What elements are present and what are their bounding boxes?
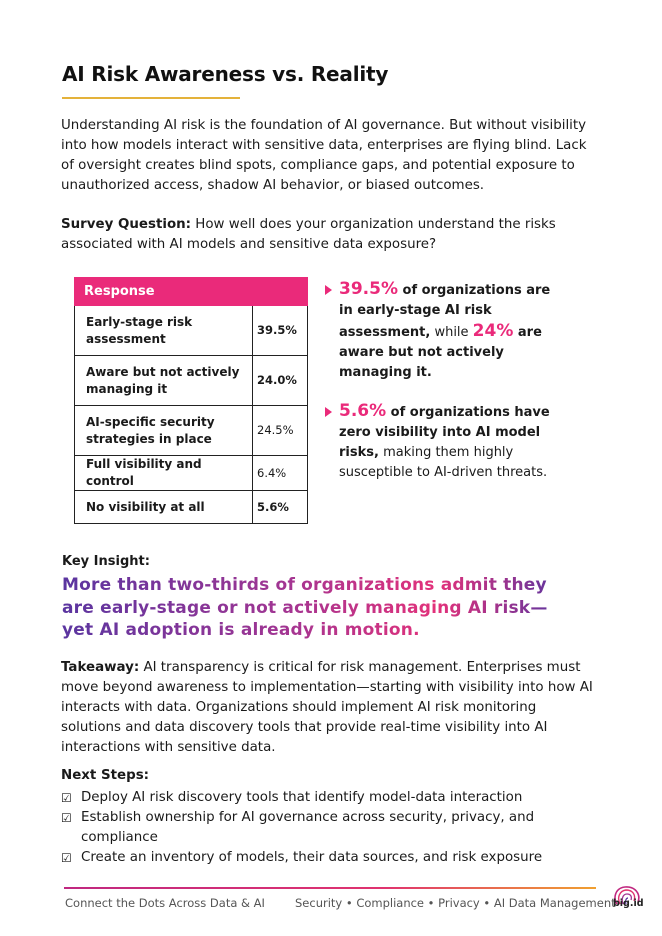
list-item xyxy=(61,848,581,868)
highlight-text: of organizations have zero visibility into AI model risks, xyxy=(339,405,550,460)
footer-categories: Security • Compliance • Privacy • AI Data Management xyxy=(295,896,616,910)
table-header-response: Response xyxy=(75,278,253,306)
response-table xyxy=(74,277,308,524)
step-text: Deploy AI risk discovery tools that identify model-data interaction xyxy=(81,790,523,805)
page-title: AI Risk Awareness vs. Reality xyxy=(62,62,389,86)
highlight-text: of organizations are in early-stage AI risk assessment, xyxy=(339,283,551,340)
takeaway-label: Takeaway: xyxy=(61,660,140,675)
highlight-percent: 24% xyxy=(472,321,514,341)
step-text: Create an inventory of models, their data sources, and risk exposure xyxy=(81,850,543,865)
row-label: AI-specific security strategies in place xyxy=(75,406,253,456)
takeaway-text: AI transparency is critical for risk management. Enterprises must move beyond awareness to implementation—starting with visibility into how AI interacts with data. Organizations should implement AI risk monitoring solutions and data discovery tools that provide real-time visibility into AI interactions with sensitive data. xyxy=(61,660,593,755)
survey-question xyxy=(61,215,601,255)
highlight-text: while xyxy=(430,325,473,340)
next-steps-list xyxy=(61,788,581,868)
footer-divider xyxy=(64,887,596,889)
row-value: 5.6% xyxy=(253,491,308,524)
intro-paragraph: Understanding AI risk is the foundation of AI governance. But without visibility into how models interact with sensitive data, enterprises are flying blind. Lack of oversight creates blind spots, compliance gaps, and potential exposure to unauthorized access, shadow AI behavior, or biased outcomes. xyxy=(61,118,587,193)
row-label: Aware but not actively managing it xyxy=(75,356,253,406)
footer-tagline: Connect the Dots Across Data & AI xyxy=(65,896,265,910)
survey-label: Survey Question: xyxy=(61,217,192,232)
list-item xyxy=(61,788,581,808)
checkbox-icon: ☑ xyxy=(61,851,72,865)
takeaway-paragraph xyxy=(61,658,596,758)
table-row xyxy=(75,491,308,524)
highlights xyxy=(323,279,568,501)
highlight-text: are aware but not actively managing it. xyxy=(339,325,542,380)
logo-text: big.id xyxy=(613,898,644,909)
row-label: No visibility at all xyxy=(75,491,253,524)
table-row xyxy=(75,306,308,356)
step-text: Establish ownership for AI governance across security, privacy, and compliance xyxy=(81,810,535,845)
table-row xyxy=(75,456,308,491)
key-insight-label: Key Insight: xyxy=(62,554,150,569)
highlight-percent: 39.5% xyxy=(339,279,398,299)
row-label: Early-stage risk assessment xyxy=(75,306,253,356)
survey-text: How well does your organization understand the risks associated with AI models and sensitive data exposure? xyxy=(61,217,556,252)
row-value: 24.5% xyxy=(253,406,308,456)
title-underline xyxy=(62,97,240,99)
table-header-value xyxy=(253,278,308,306)
row-value: 6.4% xyxy=(253,456,308,491)
table-row xyxy=(75,406,308,456)
next-steps-label: Next Steps: xyxy=(61,768,150,783)
list-item xyxy=(61,808,581,848)
triangle-bullet-icon xyxy=(325,407,332,417)
table-row xyxy=(75,356,308,406)
row-value: 39.5% xyxy=(253,306,308,356)
row-value: 24.0% xyxy=(253,356,308,406)
checkbox-icon: ☑ xyxy=(61,791,72,805)
key-insight-text: More than two-thirds of organizations admit they are early-stage or not actively managing AI risk—yet AI adoption is already in motion. xyxy=(62,574,562,642)
bigid-logo-icon xyxy=(611,877,645,915)
highlight-percent: 5.6% xyxy=(339,401,387,421)
highlight-text: making them highly susceptible to AI-driven threats. xyxy=(339,445,548,480)
row-label: Full visibility and control xyxy=(75,456,253,491)
checkbox-icon: ☑ xyxy=(61,811,72,825)
triangle-bullet-icon xyxy=(325,285,332,295)
highlight-item xyxy=(323,279,568,383)
highlight-item xyxy=(323,401,568,483)
